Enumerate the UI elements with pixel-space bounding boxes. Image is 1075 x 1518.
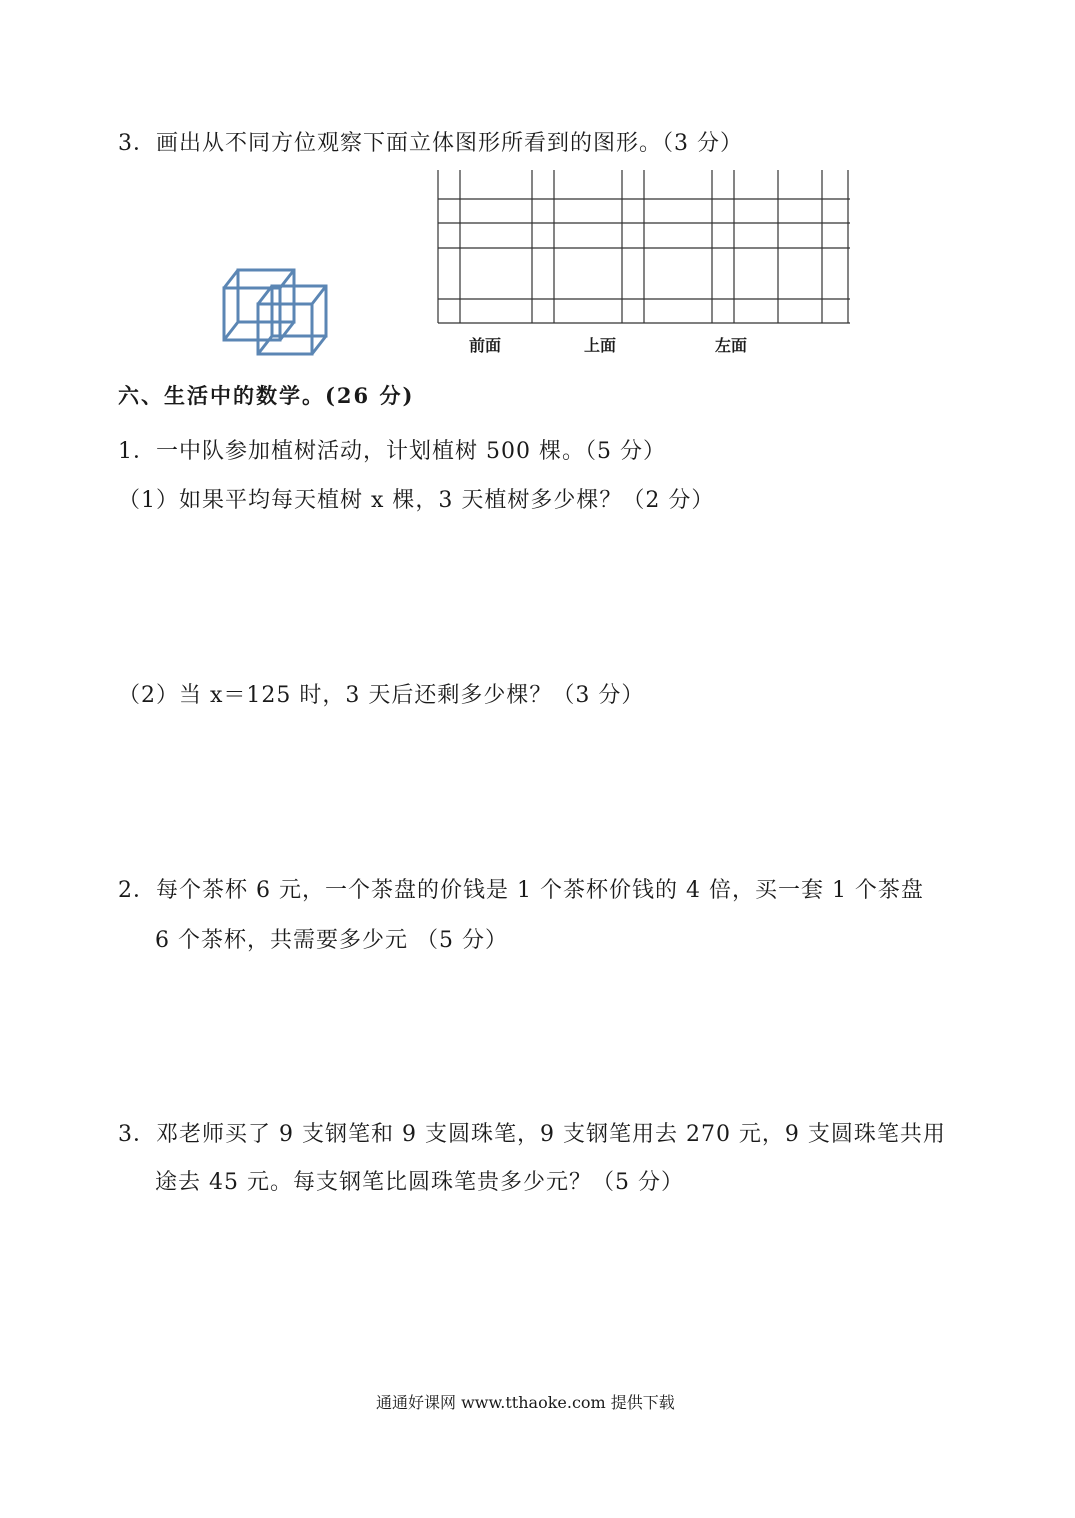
question-2-line-1: 2．每个茶杯 6 元，一个茶盘的价钱是 1 个茶杯价钱的 4 倍，买一套 1 个茶盘 bbox=[118, 878, 924, 903]
label-front: 前面 bbox=[469, 336, 502, 355]
question-3-line-1: 3．邓老师买了 9 支钢笔和 9 支圆珠笔，9 支钢笔用去 270 元，9 支圆珠笔共用 bbox=[118, 1122, 946, 1147]
footer-text: 通通好课网 www.tthaoke.com 提供下载 bbox=[376, 1393, 675, 1412]
question-3-line-2: 途去 45 元。每支钢笔比圆珠笔贵多少元？（5 分） bbox=[155, 1170, 684, 1195]
label-left: 左面 bbox=[715, 336, 748, 355]
stacked-cubes-icon bbox=[220, 266, 332, 360]
label-top: 上面 bbox=[584, 336, 617, 355]
question-2-line-2: 6 个茶杯，共需要多少元 （5 分） bbox=[155, 928, 508, 953]
question-1-part-1: （1）如果平均每天植树 x 棵，3 天植树多少棵？（2 分） bbox=[118, 488, 715, 513]
question-1-text: 1．一中队参加植树活动，计划植树 500 棵。（5 分） bbox=[118, 439, 666, 464]
question-1-part-2: （2）当 x＝125 时，3 天后还剩多少棵？（3 分） bbox=[118, 683, 645, 708]
question-3-views-text: 3．画出从不同方位观察下面立体图形所看到的图形。（3 分） bbox=[118, 131, 743, 156]
drawing-grid bbox=[434, 170, 854, 328]
section-6-title: 六、生活中的数学。(26 分) bbox=[118, 383, 415, 408]
